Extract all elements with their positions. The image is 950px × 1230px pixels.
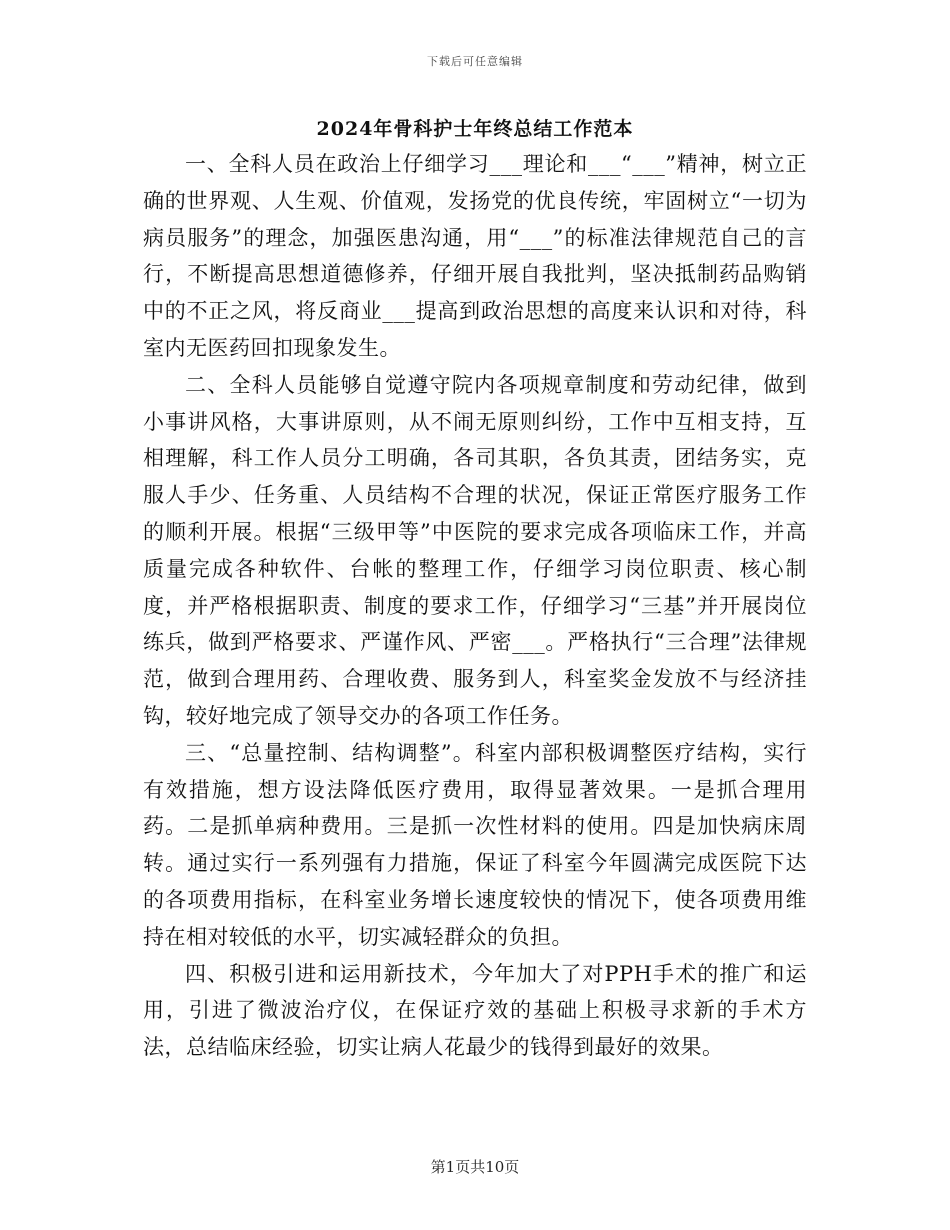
paragraph-4: 四、积极引进和运用新技术，今年加大了对PPH手术的推广和运用，引进了微波治疗仪，在保证疗效的基础上积极寻求新的手术方法，总结临床经验，切实让病人花最少的钱得到最好的效果。 (143, 961, 807, 1060)
paragraph-3: 三、“总量控制、结构调整”。科室内部积极调整医疗结构，实行有效措施，想方设法降低医疗费用，取得显著效果。一是抓合理用药。二是抓单病种费用。三是抓一次性材料的使用。四是加快病床周转。通过实行一系列强有力措施，保证了科室今年圆满完成医院下达的各项费用指标，在科室业务增长速度较快的情况下，使各项费用维持在相对较低的水平，切实减轻群众的负担。 (143, 740, 807, 949)
page-number-footer: 第1页共10页 (430, 1158, 520, 1176)
paragraph-2: 二、全科人员能够自觉遵守院内各项规章制度和劳动纪律，做到小事讲风格，大事讲原则，从不闹无原则纠纷，工作中互相支持，互相理解，科工作人员分工明确，各司其职，各负其责，团结务实，克服人手少、任务重、人员结构不合理的状况，保证正常医疗服务工作的顺利开展。根据“三级甲等”中医院的要求完成各项临床工作，并高质量完成各种软件、台帐的整理工作，仔细学习岗位职责、核心制度，并严格根据职责、制度的要求工作，仔细学习“三基”并开展岗位练兵，做到严格要求、严谨作风、严密___。严格执行“三合理”法律规范，做到合理用药、合理收费、服务到人，科室奖金发放不与经济挂钩，较好地完成了领导交办的各项工作任务。 (143, 372, 807, 728)
document-title: 2024年骨科护士年终总结工作范本 (316, 118, 634, 140)
document-body (143, 146, 807, 1066)
page-header-note: 下载后可任意编辑 (427, 55, 523, 68)
paragraph-1: 一、全科人员在政治上仔细学习___理论和___“___”精神，树立正确的世界观、人生观、价值观，发扬党的优良传统，牢固树立“一切为病员服务”的理念，加强医患沟通，用“___”的标准法律规范自己的言行，不断提高思想道德修养，仔细开展自我批判，坚决抵制药品购销中的不正之风，将反商业___提高到政治思想的高度来认识和对待，科室内无医药回扣现象发生。 (143, 152, 807, 360)
